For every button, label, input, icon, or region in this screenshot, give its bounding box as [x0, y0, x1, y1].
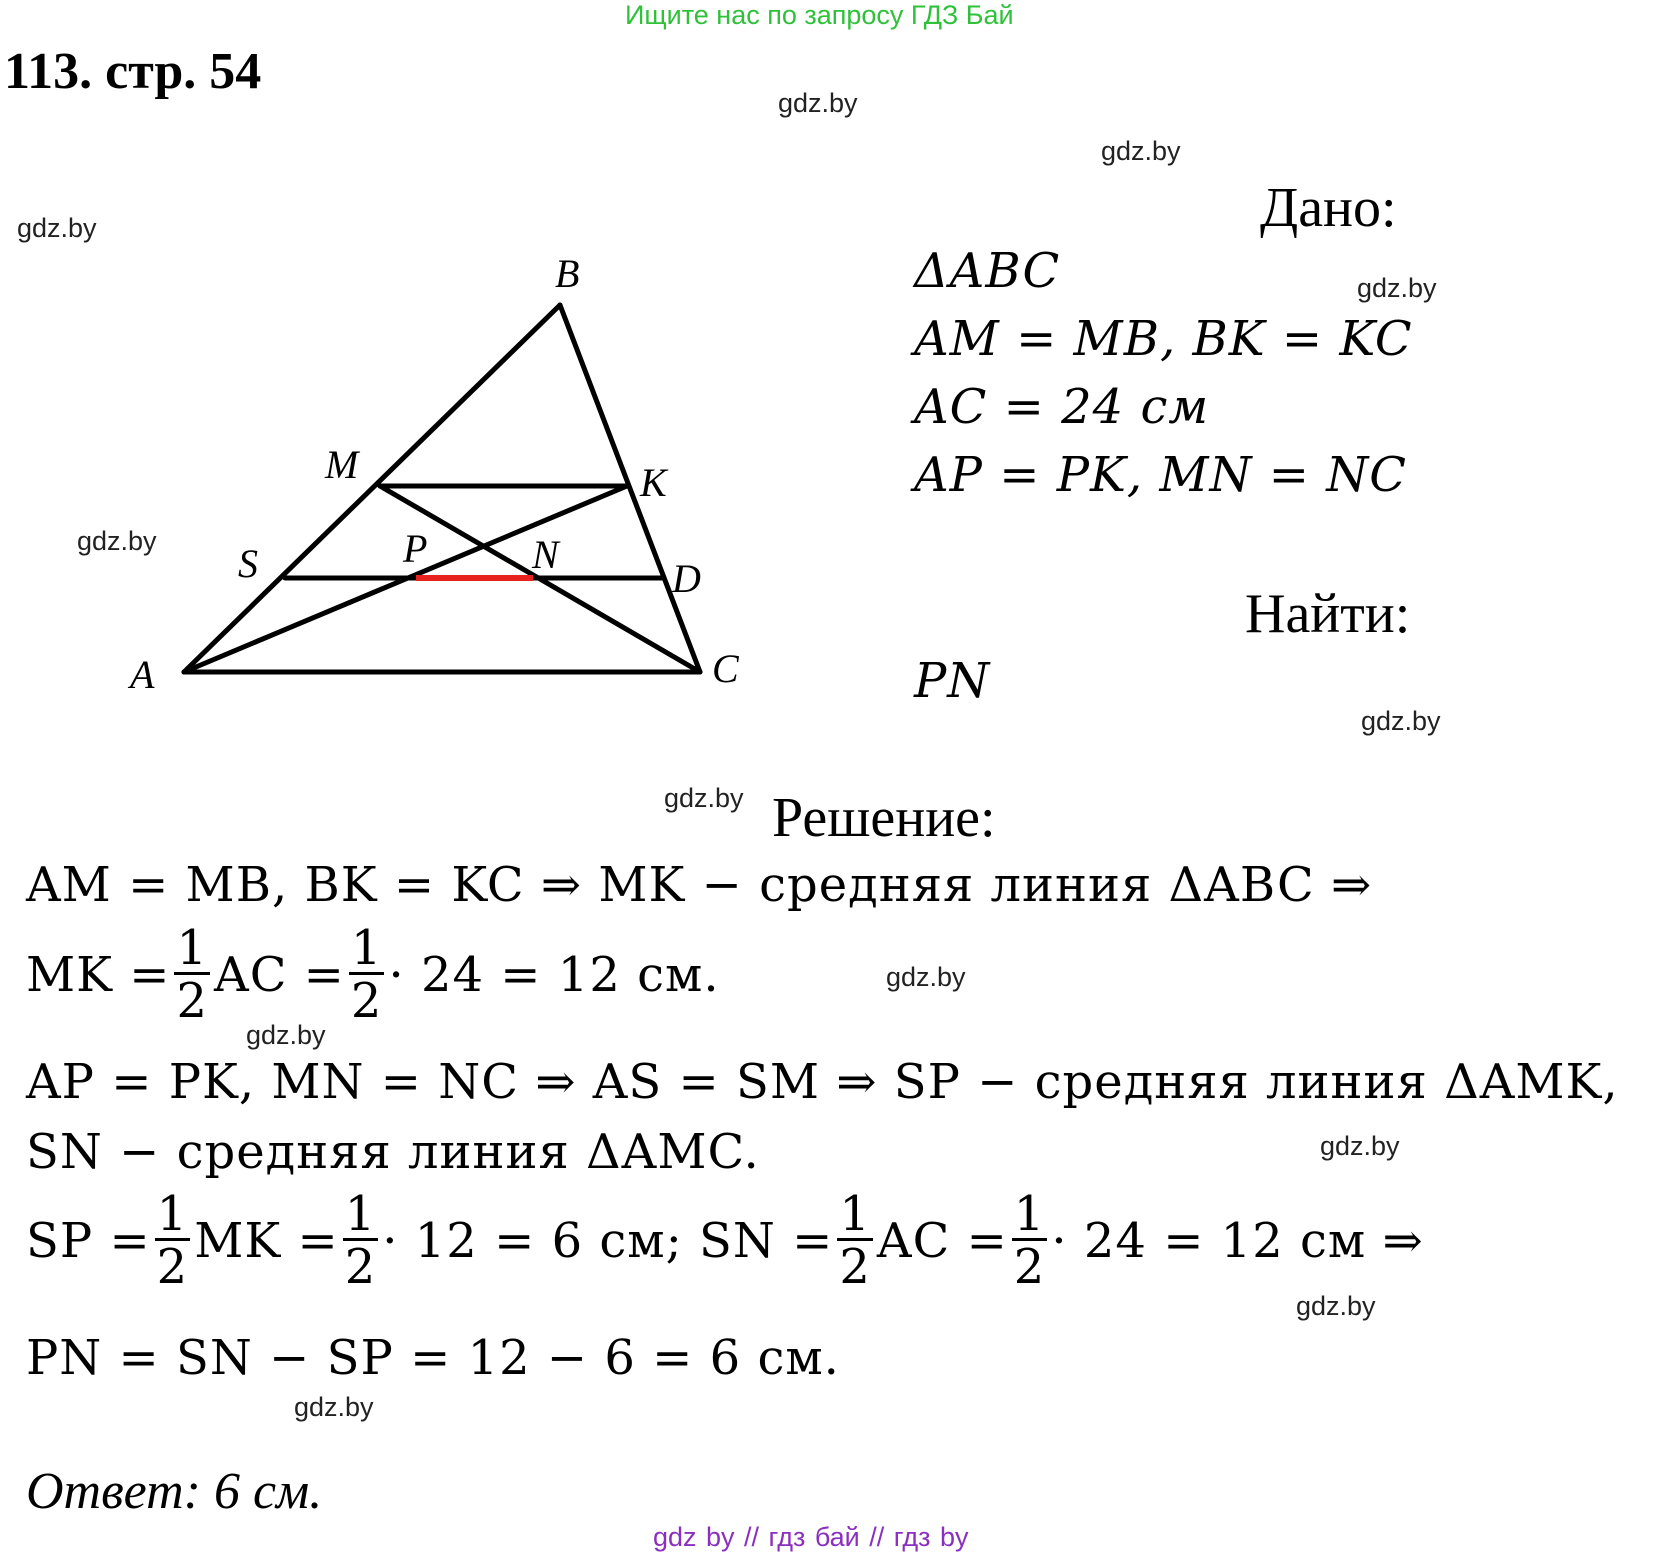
solution-line-2 — [26, 920, 720, 1029]
numerator: 1 — [176, 920, 209, 976]
solution-line-6: PN = SN − SP = 12 − 6 = 6 см. — [26, 1330, 840, 1386]
given-line: AC = 24 см — [914, 379, 1210, 435]
numerator: 1 — [156, 1186, 189, 1242]
bottom-ad-text: gdz by // гдз бай // гдз by — [653, 1522, 969, 1552]
numerator: 1 — [350, 920, 383, 976]
page-title: 113. стр. 54 — [4, 43, 262, 100]
text-run: MK = — [194, 1212, 339, 1269]
numerator: 1 — [1013, 1186, 1046, 1242]
numerator: 1 — [839, 1186, 871, 1242]
label-p: P — [403, 526, 428, 571]
label-k: K — [640, 460, 667, 505]
find-value: PN — [914, 653, 991, 709]
given-heading: Дано: — [1260, 177, 1397, 239]
fraction — [837, 1186, 873, 1295]
watermark: gdz.by — [1320, 1131, 1400, 1161]
text-run: AC = — [214, 946, 345, 1003]
label-s: S — [238, 541, 258, 586]
watermark: gdz.by — [1361, 706, 1441, 736]
denominator: 2 — [176, 973, 209, 1029]
fraction — [343, 1186, 379, 1295]
text-run: · 24 = 12 см ⇒ — [1051, 1212, 1424, 1269]
label-d: D — [672, 556, 701, 601]
find-heading: Найти: — [1245, 583, 1411, 645]
label-a: A — [130, 652, 155, 697]
solution-line-1: AM = MB, BK = KC ⇒ MK − средняя линия ΔABC ⇒ — [26, 857, 1373, 913]
watermark: gdz.by — [246, 1020, 326, 1050]
label-c: C — [712, 646, 739, 691]
denominator: 2 — [344, 1239, 377, 1295]
denominator: 2 — [156, 1239, 189, 1295]
text-run: SP = — [26, 1212, 151, 1269]
watermark: gdz.by — [1101, 136, 1181, 166]
watermark: gdz.by — [886, 962, 966, 992]
solution-heading: Решение: — [772, 787, 996, 849]
denominator: 2 — [350, 973, 383, 1029]
label-m: M — [325, 442, 359, 487]
watermark: gdz.by — [664, 783, 744, 813]
watermark: gdz.by — [1296, 1291, 1376, 1321]
denominator: 2 — [839, 1239, 871, 1295]
denominator: 2 — [1013, 1239, 1046, 1295]
fraction — [155, 1186, 191, 1295]
fraction — [1012, 1186, 1048, 1295]
watermark: gdz.by — [1357, 273, 1437, 303]
watermark: gdz.by — [294, 1392, 374, 1422]
label-n: N — [532, 532, 559, 577]
label-b: B — [555, 251, 580, 296]
numerator: 1 — [344, 1186, 377, 1242]
text-run: MK = — [26, 946, 171, 1003]
solution-line-5 — [26, 1186, 1424, 1295]
given-line: AP = PK, MN = NC — [914, 447, 1407, 503]
watermark: gdz.by — [17, 213, 97, 243]
given-line: AM = MB, BK = KC — [914, 311, 1413, 367]
watermark: gdz.by — [77, 526, 157, 556]
text-run: · 24 = 12 см. — [388, 946, 720, 1003]
text-run: AC = — [876, 1212, 1008, 1269]
solution-line-3: AP = PK, MN = NC ⇒ AS = SM ⇒ SP − средняя линия ΔAMK, — [26, 1054, 1619, 1110]
top-ad-text: Ищите нас по запросу ГДЗ Бай — [625, 0, 1014, 30]
fraction — [174, 920, 210, 1029]
solution-line-4: SN − средняя линия ΔAMC. — [26, 1124, 760, 1180]
text-run: · 12 = 6 см; SN = — [382, 1212, 834, 1269]
given-line: ΔABC — [914, 243, 1061, 299]
fraction — [349, 920, 385, 1029]
triangle-diagram — [0, 240, 800, 720]
answer: Ответ: 6 см. — [26, 1463, 323, 1520]
watermark: gdz.by — [778, 88, 858, 118]
